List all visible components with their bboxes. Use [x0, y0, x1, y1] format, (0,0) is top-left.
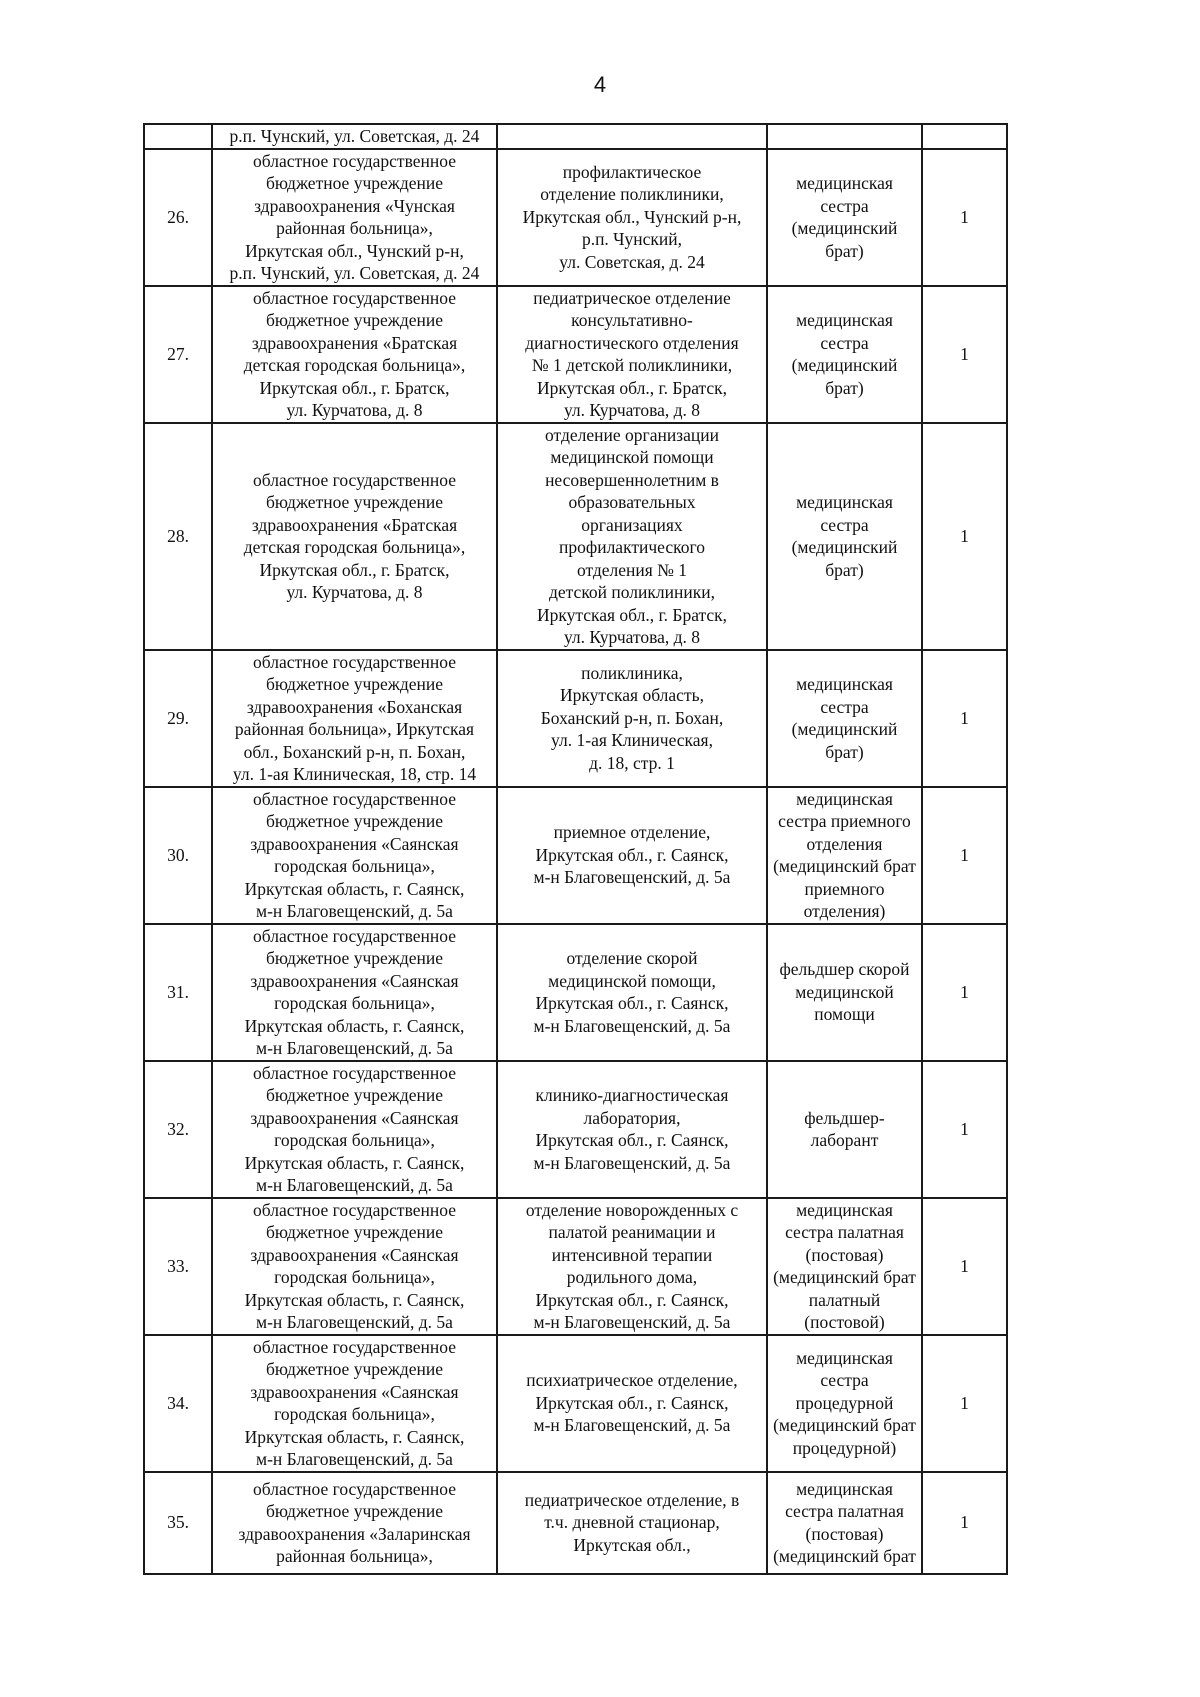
position-line: сестра	[820, 696, 869, 717]
department-line: профилактического	[559, 537, 705, 557]
position-line: (постовой)	[804, 1312, 885, 1332]
count-cell: 1	[922, 1335, 1007, 1472]
organization-line: областное государственное	[253, 1478, 456, 1499]
table-row	[144, 423, 1007, 650]
department-line: диагностического отделения	[525, 332, 739, 353]
department-line: д. 18, стр. 1	[589, 752, 675, 773]
count-cell: 1	[922, 286, 1007, 423]
department-line: консультативно-	[571, 310, 693, 330]
organization-line: ул. Курчатова, д. 8	[286, 582, 423, 602]
position-line: помощи	[814, 1004, 875, 1025]
position-line: (постовая)	[805, 1523, 884, 1544]
organization-line: Иркутская область, г. Саянск,	[244, 1152, 465, 1173]
organization-cell	[212, 1472, 497, 1574]
vacancies-table	[143, 123, 1008, 1575]
department-line: детской поликлиники,	[549, 582, 715, 602]
position-line: медицинская	[796, 173, 893, 193]
organization-line: городская больница»,	[274, 1130, 435, 1150]
position-line: (медицинский брат	[773, 1267, 916, 1287]
count-cell: 1	[922, 1061, 1007, 1198]
department-line: Иркутская обл., г. Саянск,	[535, 1392, 729, 1413]
position-line: брат)	[825, 559, 864, 580]
position-line: медицинской	[795, 981, 894, 1002]
organization-line: бюджетное учреждение	[265, 674, 444, 694]
organization-line: областное государственное	[253, 469, 456, 490]
table-row	[144, 924, 1007, 1061]
position-line: процедурной	[795, 1392, 894, 1413]
organization-line: областное государственное	[253, 287, 456, 308]
position-line: брат)	[825, 240, 864, 261]
department-cell	[497, 650, 767, 787]
organization-line: здравоохранения «Братская	[251, 332, 458, 353]
department-line: организациях	[581, 514, 683, 535]
row-number-cell	[144, 124, 212, 149]
organization-line: районная больница», Иркутская	[234, 719, 475, 739]
organization-line: Иркутская обл., Чунский р-н,	[245, 240, 464, 261]
department-line: отделение скорой	[566, 948, 698, 968]
position-line: сестра	[820, 1370, 869, 1391]
department-line: м-н Благовещенский, д. 5а	[533, 1015, 731, 1036]
position-cell	[767, 124, 922, 149]
department-line: интенсивной терапии	[551, 1244, 713, 1265]
position-line: сестра	[820, 195, 869, 216]
organization-line: областное государственное	[253, 788, 456, 809]
position-line: медицинская	[796, 1347, 893, 1368]
department-line: м-н Благовещенский, д. 5а	[533, 1415, 731, 1436]
department-line: родильного дома,	[566, 1267, 698, 1287]
organization-line: Иркутская область, г. Саянск,	[244, 878, 465, 899]
department-line: Иркутская обл., г. Саянск,	[535, 993, 729, 1013]
organization-line: бюджетное учреждение	[265, 173, 444, 193]
organization-line: бюджетное учреждение	[265, 310, 444, 330]
department-cell	[497, 124, 767, 149]
department-line: лаборатория,	[583, 1107, 681, 1128]
row-number-cell: 26.	[144, 149, 212, 286]
position-line: сестра приемного	[778, 811, 911, 831]
organization-line: областное государственное	[253, 1199, 456, 1220]
department-line: р.п. Чунский,	[581, 229, 683, 250]
organization-line: Иркутская область, г. Саянск,	[244, 1426, 465, 1447]
department-cell	[497, 423, 767, 650]
department-line: отделения № 1	[576, 559, 688, 580]
position-cell	[767, 1198, 922, 1335]
department-line: ул. 1-ая Клиническая,	[551, 730, 713, 751]
organization-cell	[212, 924, 497, 1061]
position-line: палатный	[808, 1289, 881, 1310]
count-cell: 1	[922, 149, 1007, 286]
department-line: образовательных	[568, 492, 696, 512]
organization-line: здравоохранения «Братская	[251, 514, 458, 535]
table-row	[144, 650, 1007, 787]
department-cell	[497, 787, 767, 924]
department-line: Иркутская обл.,	[573, 1534, 691, 1555]
organization-cell	[212, 1335, 497, 1472]
table-row	[144, 1061, 1007, 1198]
organization-line: ул. Курчатова, д. 8	[286, 400, 423, 420]
position-line: отделения)	[803, 901, 886, 921]
position-cell	[767, 924, 922, 1061]
department-cell	[497, 1061, 767, 1198]
organization-line: р.п. Чунский, ул. Советская, д. 24	[229, 263, 480, 283]
organization-line: детская городская больница»,	[243, 355, 466, 375]
row-number-cell: 35.	[144, 1472, 212, 1574]
department-line: ул. Курчатова, д. 8	[563, 400, 701, 420]
table-row	[144, 787, 1007, 924]
organization-line: Иркутская обл., г. Братск,	[259, 377, 450, 398]
organization-line: Иркутская область, г. Саянск,	[244, 1289, 465, 1310]
count-cell: 1	[922, 423, 1007, 650]
department-line: м-н Благовещенский, д. 5а	[533, 1312, 731, 1332]
position-line: процедурной)	[792, 1437, 897, 1458]
department-line: поликлиника,	[581, 662, 683, 683]
table-row	[144, 286, 1007, 423]
table-row	[144, 149, 1007, 286]
department-line: Иркутская обл., г. Братск,	[536, 604, 728, 625]
organization-line: р.п. Чунский, ул. Советская, д. 24	[229, 126, 480, 146]
organization-line: здравоохранения «Саянская	[250, 833, 459, 854]
position-line: лаборант	[810, 1130, 879, 1150]
position-line: отделения	[806, 833, 883, 854]
row-number-cell: 32.	[144, 1061, 212, 1198]
organization-line: областное государственное	[253, 925, 456, 946]
department-line: педиатрическое отделение, в	[524, 1489, 740, 1510]
count-cell: 1	[922, 650, 1007, 787]
organization-line: бюджетное учреждение	[265, 1501, 444, 1521]
organization-line: областное государственное	[253, 1062, 456, 1083]
position-line: (медицинский брат	[773, 1415, 916, 1436]
organization-cell	[212, 1198, 497, 1335]
organization-cell	[212, 650, 497, 787]
organization-line: областное государственное	[253, 1336, 456, 1357]
department-cell	[497, 1198, 767, 1335]
position-line: (медицинский брат	[773, 1546, 916, 1566]
organization-line: городская больница»,	[274, 856, 435, 876]
organization-line: бюджетное учреждение	[265, 1085, 444, 1105]
organization-line: бюджетное учреждение	[265, 948, 444, 968]
position-line: приемного	[804, 878, 885, 899]
count-cell	[922, 124, 1007, 149]
organization-line: Иркутская область, г. Саянск,	[244, 1015, 465, 1036]
row-number-cell: 33.	[144, 1198, 212, 1335]
organization-line: бюджетное учреждение	[265, 1359, 444, 1379]
table-row	[144, 1472, 1007, 1574]
organization-line: городская больница»,	[274, 1267, 435, 1287]
organization-cell	[212, 286, 497, 423]
department-cell	[497, 1335, 767, 1472]
department-line: отделение новорожденных с	[525, 1199, 739, 1220]
organization-line: здравоохранения «Саянская	[250, 970, 459, 991]
position-cell	[767, 149, 922, 286]
department-line: т.ч. дневной стационар,	[544, 1512, 720, 1533]
organization-line: ул. 1-ая Клиническая, 18, стр. 14	[232, 764, 477, 784]
organization-line: городская больница»,	[274, 993, 435, 1013]
organization-line: областное государственное	[253, 651, 456, 672]
position-line: медицинская	[796, 674, 893, 694]
organization-line: здравоохранения «Саянская	[250, 1107, 459, 1128]
organization-cell	[212, 149, 497, 286]
position-line: сестра палатная	[785, 1501, 904, 1521]
position-line: фельдшер скорой	[779, 959, 910, 980]
organization-line: м-н Благовещенский, д. 5а	[256, 1175, 453, 1195]
count-cell: 1	[922, 924, 1007, 1061]
organization-line: районная больница»,	[276, 1546, 433, 1566]
organization-line: здравоохранения «Саянская	[250, 1244, 459, 1265]
position-cell	[767, 1061, 922, 1198]
organization-cell	[212, 423, 497, 650]
department-line: Иркутская обл., г. Саянск,	[535, 1289, 729, 1310]
organization-line: районная больница»,	[276, 218, 433, 238]
department-line: медицинской помощи	[550, 447, 714, 467]
organization-line: здравоохранения «Боханская	[246, 696, 463, 717]
organization-cell	[212, 787, 497, 924]
position-cell	[767, 787, 922, 924]
organization-line: городская больница»,	[274, 1404, 435, 1424]
count-cell: 1	[922, 1198, 1007, 1335]
position-line: сестра	[820, 514, 869, 535]
organization-line: здравоохранения «Саянская	[250, 1381, 459, 1402]
department-line: Иркутская область,	[560, 685, 704, 706]
position-line: медицинская	[796, 1478, 893, 1499]
count-cell: 1	[922, 787, 1007, 924]
department-line: Иркутская обл., г. Саянск,	[535, 844, 729, 865]
position-line: медицинская	[796, 1199, 893, 1220]
department-line: отделение организации	[545, 424, 719, 445]
department-line: несовершеннолетним в	[545, 469, 719, 490]
department-line: педиатрическое отделение	[533, 287, 731, 308]
department-cell	[497, 1472, 767, 1574]
department-line: психиатрическое отделение,	[526, 1370, 738, 1391]
organization-line: бюджетное учреждение	[265, 1222, 444, 1242]
department-line: приемное отделение,	[553, 822, 711, 843]
position-line: сестра	[820, 332, 869, 353]
organization-line: м-н Благовещенский, д. 5а	[256, 1038, 453, 1058]
table-row	[144, 1198, 1007, 1335]
department-line: ул. Курчатова, д. 8	[563, 627, 701, 647]
organization-line: бюджетное учреждение	[265, 492, 444, 512]
department-line: Боханский р-н, п. Бохан,	[540, 707, 724, 728]
department-line: м-н Благовещенский, д. 5а	[533, 867, 731, 888]
table-row-continuation	[144, 124, 1007, 149]
position-cell	[767, 286, 922, 423]
organization-line: Иркутская обл., г. Братск,	[259, 559, 450, 580]
count-cell: 1	[922, 1472, 1007, 1574]
row-number-cell: 27.	[144, 286, 212, 423]
organization-cell	[212, 124, 497, 149]
position-line: (медицинский	[791, 537, 898, 557]
position-line: брат)	[825, 377, 864, 398]
department-line: отделение поликлиники,	[540, 184, 724, 205]
organization-line: м-н Благовещенский, д. 5а	[256, 1312, 453, 1332]
organization-line: м-н Благовещенский, д. 5а	[256, 1449, 453, 1469]
organization-cell	[212, 1061, 497, 1198]
department-line: палатой реанимации и	[548, 1222, 716, 1242]
department-cell	[497, 286, 767, 423]
department-line: Иркутская обл., г. Саянск,	[535, 1130, 729, 1150]
department-line: ул. Советская, д. 24	[559, 251, 705, 272]
organization-line: м-н Благовещенский, д. 5а	[256, 901, 453, 921]
row-number-cell: 28.	[144, 423, 212, 650]
organization-line: бюджетное учреждение	[265, 811, 444, 831]
department-cell	[497, 924, 767, 1061]
organization-line: областное государственное	[253, 150, 456, 171]
organization-line: обл., Боханский р-н, п. Бохан,	[243, 741, 466, 762]
department-line: профилактическое	[562, 161, 702, 182]
position-line: брат)	[825, 741, 864, 762]
position-cell	[767, 1335, 922, 1472]
position-line: (постовая)	[805, 1244, 884, 1265]
department-cell	[497, 149, 767, 286]
position-line: медицинская	[796, 492, 893, 512]
department-line: Иркутская обл., г. Братск,	[536, 377, 728, 398]
page-number: 4	[593, 72, 607, 97]
position-line: (медицинский	[791, 218, 898, 238]
position-line: фельдшер-	[804, 1107, 885, 1128]
position-line: (медицинский брат	[773, 856, 916, 876]
position-line: сестра палатная	[785, 1222, 904, 1242]
position-line: медицинская	[796, 788, 893, 809]
department-line: клинико-диагностическая	[535, 1085, 729, 1105]
organization-line: здравоохранения «Заларинская	[238, 1523, 471, 1544]
department-line: № 1 детской поликлиники,	[531, 355, 733, 375]
row-number-cell: 34.	[144, 1335, 212, 1472]
row-number-cell: 30.	[144, 787, 212, 924]
row-number-cell: 29.	[144, 650, 212, 787]
table-row	[144, 1335, 1007, 1472]
department-line: медицинской помощи,	[548, 970, 716, 991]
organization-line: детская городская больница»,	[243, 537, 466, 557]
position-cell	[767, 423, 922, 650]
organization-line: здравоохранения «Чунская	[254, 195, 455, 216]
department-line: м-н Благовещенский, д. 5а	[533, 1152, 731, 1173]
position-line: медицинская	[796, 310, 893, 330]
department-line: Иркутская обл., Чунский р-н,	[522, 206, 742, 227]
position-cell	[767, 1472, 922, 1574]
position-line: (медицинский	[791, 355, 898, 375]
row-number-cell: 31.	[144, 924, 212, 1061]
position-cell	[767, 650, 922, 787]
position-line: (медицинский	[791, 719, 898, 739]
